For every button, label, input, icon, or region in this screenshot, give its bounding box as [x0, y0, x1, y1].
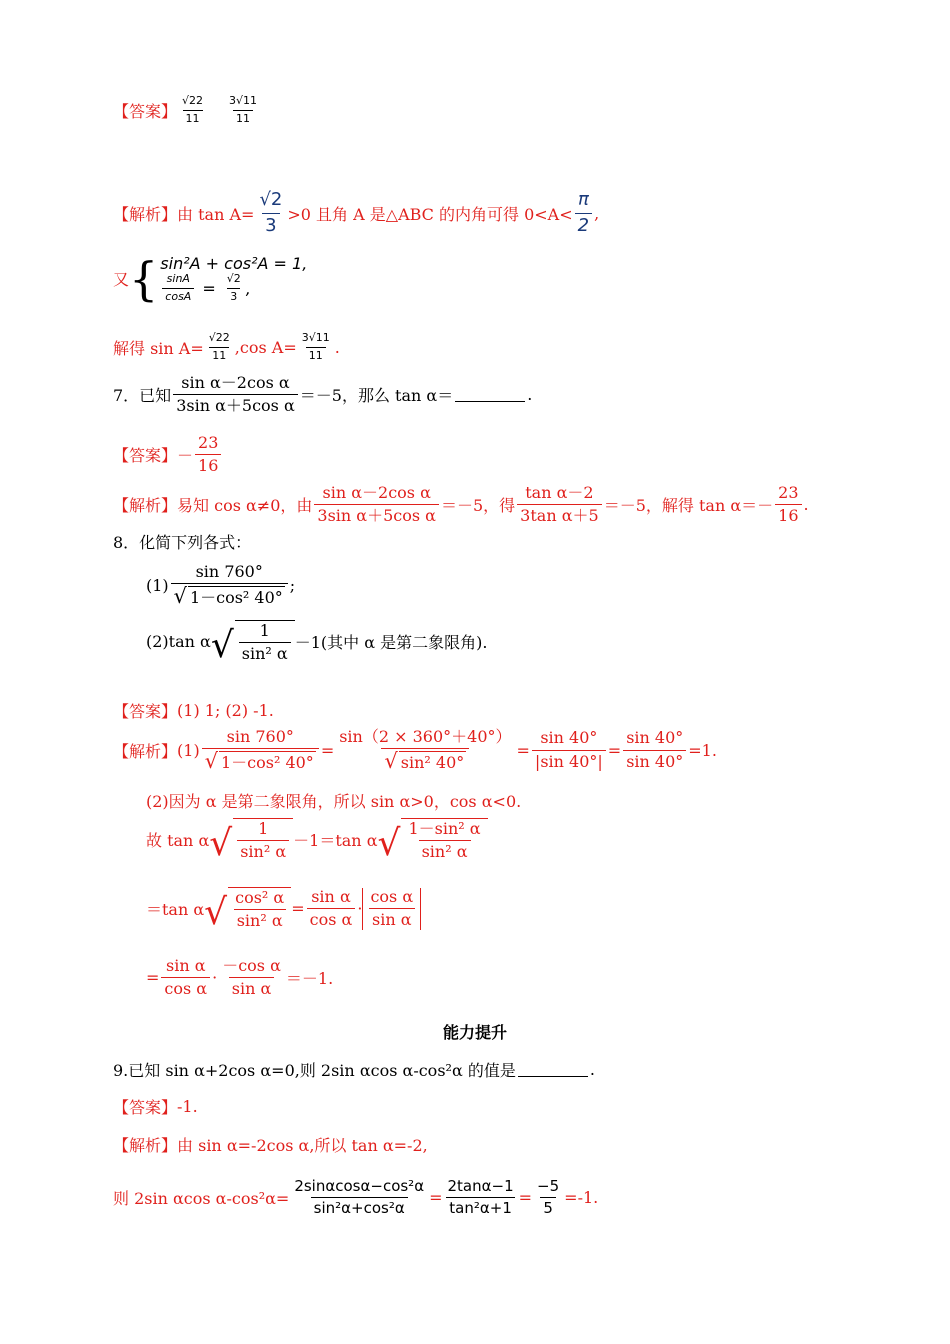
- analysis-8-step-2: (2)因为 α 是第二象限角，所以 sin α>0，cos α<0.: [146, 792, 522, 811]
- analysis-8-step-5: = $\frac{\text{sin α}}{\text{cos α}}$ · $\frac{\text{－cos α}}{\text{sin α}}$ ＝－1.: [146, 956, 334, 999]
- answer-blank: [518, 1062, 588, 1077]
- answer-fraction-1: $\frac{√22}{11}$: [182, 94, 204, 125]
- answer-line-8: 【答案】 (1) 1; (2) -1.: [113, 701, 274, 721]
- solve-line: 解得 sin A= $\frac{√22}{11}$ ,cos A= $\frac{3√11}{11}$ .: [113, 331, 340, 362]
- answer-fraction-2: $\frac{3√11}{11}$: [229, 94, 258, 125]
- pi-fraction: $\frac{\pi}{2}$: [575, 190, 592, 236]
- answer-line-9: 【答案】 -1.: [113, 1097, 198, 1117]
- section-heading: 能力提升: [442, 1023, 507, 1042]
- analysis-8-step-4: ＝tan α √ $\frac{\text{cos² α}}{\text{sin² α}}$ = $\frac{\text{sin α}}{\text{cos α}}$ · $\frac{\text{cos α}}{\text{sin α}}$: [146, 887, 421, 931]
- answer-line-6: [113, 95, 262, 125]
- answer-line-7: 【答案】 － $\frac{23}{16}$: [113, 434, 223, 476]
- analysis-9-step-2: 则 2sin αcos α-cos²α= $\frac{\text{2sinαcosα−cos²α}}{\text{sin²α+cos²α}}$ = $\frac{2\tan\alpha-1}{\text{tan²α+1}}$ = $\frac{-5}{5}$ =-1.: [113, 1177, 599, 1218]
- brace: {: [129, 251, 159, 306]
- question-9: 9.已知 sin α+2cos α=0,则 2sin αcos α-cos²α 的值是 .: [113, 1060, 595, 1080]
- analysis-line-7: 【解析】 易知 cos α≠0，由 $\frac{\text{sin α－2cos α}}{\text{3sin α＋5cos α}}$ ＝－5，得 $\frac{\text{tan α－2}}{\text{3tan α＋5}}$ ＝－5，解得 tan α＝－ $\frac{23}{16}$ .: [113, 483, 809, 526]
- question-8-part-2: (2)tan α √ $\frac{1}{\text{sin² α}}$ －1(其中 α 是第二象限角).: [146, 621, 488, 666]
- analysis-8-step-3: 故 tan α √ $\frac{1}{\text{sin² α}}$ －1＝tan α √ $\frac{\text{1－sin² α}}{\text{sin² α}}$: [146, 818, 488, 862]
- equation-system: 又 { sin²A + cos²A = 1, $\frac{\sin A}{\cos A}$ = $\frac{√2}{3}$ ,: [113, 251, 308, 306]
- answer-blank: [455, 387, 525, 402]
- answer-label: 【答案】: [113, 101, 178, 121]
- analysis-label: 【解析】: [113, 204, 178, 224]
- question-8-part-1: (1) sin 760° √ 1－cos² 40° ;: [146, 562, 296, 609]
- analysis-line-9: 【解析】 由 sin α=-2cos α,所以 tan α=-2,: [113, 1136, 428, 1155]
- fraction: $\frac{√2}{3}$: [259, 189, 283, 236]
- question-8-title: 8．化简下列各式：: [113, 533, 252, 552]
- question-7: 7．已知 $\frac{\text{sin α－2cos α}}{\text{3sin α＋5cos α}}$ ＝－5，那么 tan α＝ .: [113, 373, 533, 416]
- analysis-line-8: 【解析】 (1) sin 760° √ 1－cos² 40° = sin（2 × 360°＋40°） √ sin² 40° = $\frac{\sin 40^\circ}{|\sin 40^\circ|}$ = $\frac{\sin 40^\circ}{\sin 40^\circ}$ =1.: [113, 727, 717, 774]
- analysis-line-6: 【解析】 由 tan A= $\frac{√2}{3}$ >0 且角 A 是△ABC 的内角可得 0<A< $\frac{\pi}{2}$ ,: [113, 189, 600, 236]
